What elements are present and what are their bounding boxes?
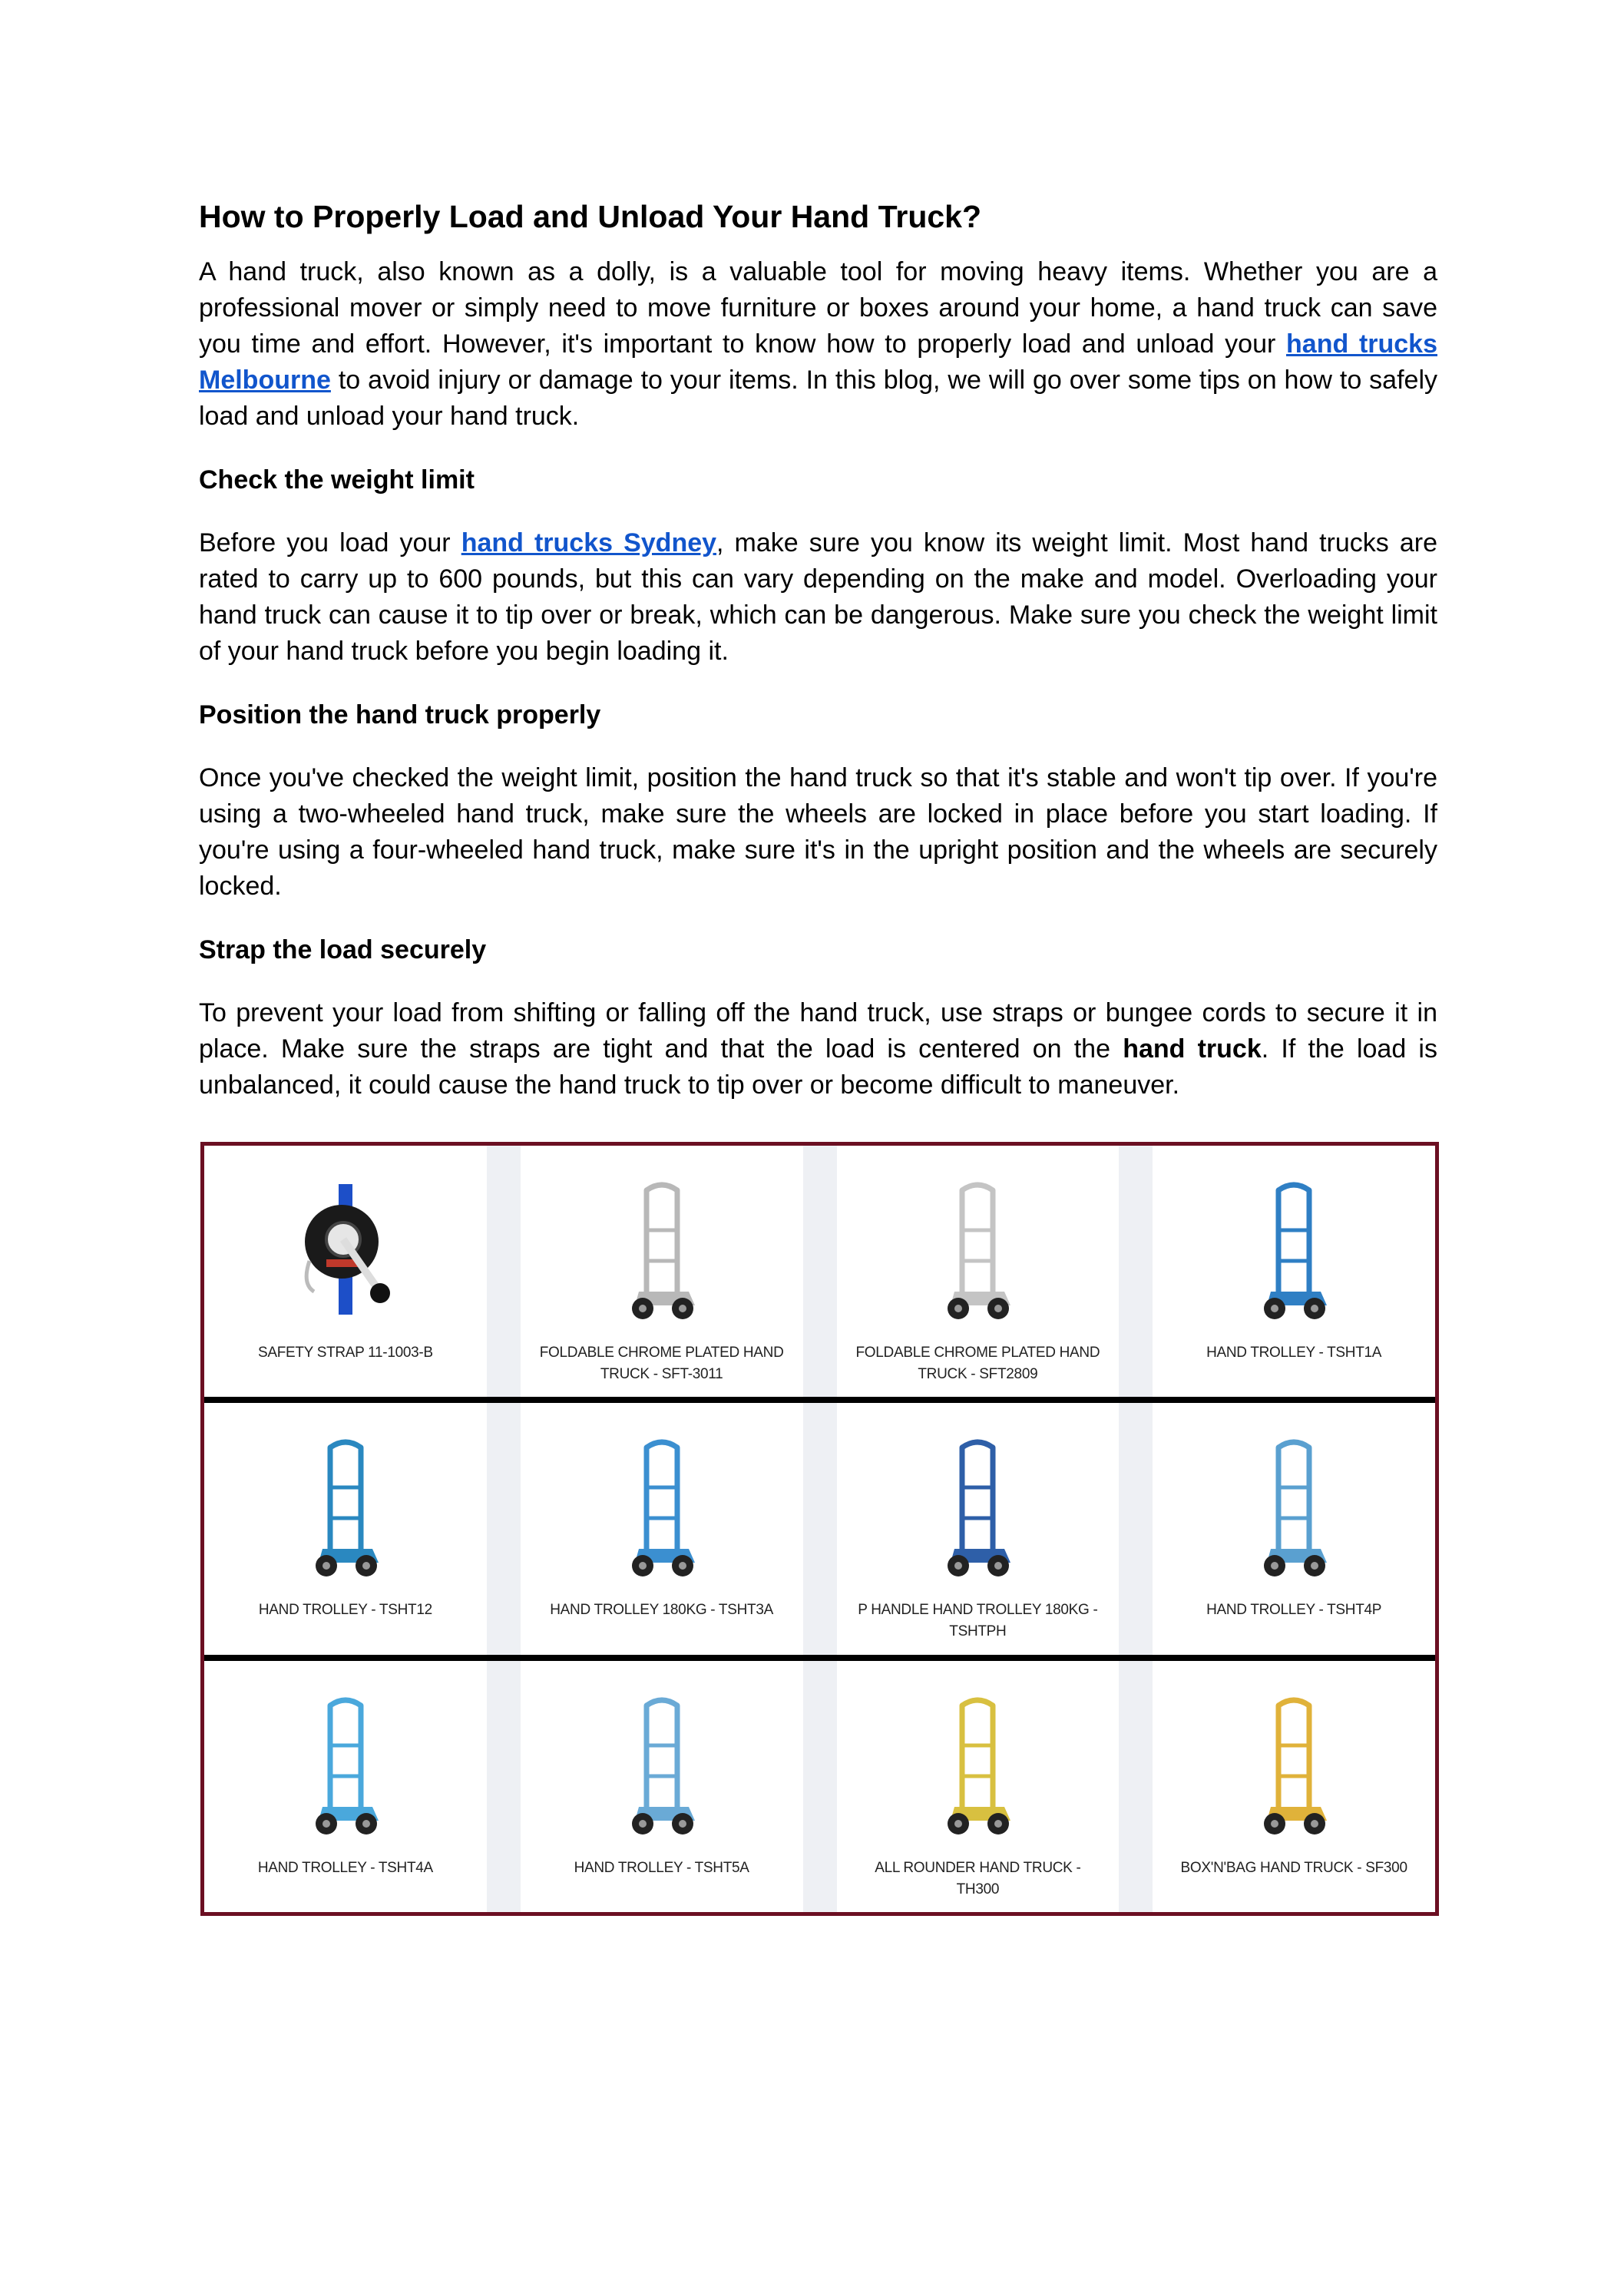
hand-truck-icon bbox=[920, 1434, 1035, 1587]
hand-truck-icon bbox=[1236, 1434, 1351, 1587]
product-caption: HAND TROLLEY - TSHT12 bbox=[258, 1602, 432, 1619]
strap-winch-icon bbox=[288, 1176, 403, 1330]
intro-paragraph: A hand truck, also known as a dolly, is a valuable tool for moving heavy items. Whether you are a professional mover or simply need to move furniture or boxes around your home, a hand truck can save you time and effort. However, it's important to know how to properly load and unload your hand trucks Melbourne to avoid injury or damage to your items. In this blog, we will go over some tips on how to safely load and unload your hand truck. bbox=[199, 257, 1437, 431]
hand-truck-icon bbox=[604, 1692, 719, 1845]
product-card[interactable] bbox=[204, 1403, 487, 1654]
product-grid bbox=[200, 1142, 1439, 1916]
hand-truck-bold: hand truck bbox=[1123, 1034, 1262, 1064]
hand-truck-icon bbox=[920, 1692, 1035, 1845]
product-row bbox=[204, 1655, 1435, 1912]
position-paragraph: Once you've checked the weight limit, position the hand truck so that it's stable and won't tip over. If you're using a two-wheeled hand truck, make sure the wheels are locked in place before you start loading. If you're using a four-wheeled hand truck, make sure it's in the upright position and the wheels are securely locked. bbox=[199, 763, 1437, 901]
product-caption: ALL ROUNDER HAND TRUCK - TH300 bbox=[875, 1859, 1081, 1897]
hand-truck-icon bbox=[604, 1176, 719, 1330]
product-card[interactable] bbox=[487, 1661, 803, 1912]
product-caption: BOX'N'BAG HAND TRUCK - SF300 bbox=[1180, 1859, 1407, 1876]
product-caption: HAND TROLLEY - TSHT1A bbox=[1206, 1345, 1382, 1361]
product-caption: HAND TROLLEY - TSHT4A bbox=[257, 1859, 433, 1876]
product-caption: FOLDABLE CHROME PLATED HAND TRUCK - SFT-3011 bbox=[539, 1345, 784, 1382]
hand-truck-icon bbox=[1236, 1692, 1351, 1845]
product-card[interactable] bbox=[204, 1661, 487, 1912]
product-card[interactable] bbox=[487, 1403, 803, 1654]
weight-limit-paragraph: Before you load your hand trucks Sydney, make sure you know its weight limit. Most hand trucks are rated to carry up to 600 pounds, but this can vary depending on the make and model. Overloading your hand truck can cause it to tip over or break, which can be dangerous. Make sure you check the weight limit of your hand truck before you begin loading it. bbox=[199, 528, 1437, 666]
article-title: How to Properly Load and Unload Your Hand Truck? bbox=[199, 199, 982, 234]
hand-truck-icon bbox=[1236, 1176, 1351, 1330]
article-body bbox=[199, 196, 1437, 1131]
product-caption: P HANDLE HAND TROLLEY 180KG - TSHTPH bbox=[858, 1602, 1098, 1640]
product-card[interactable] bbox=[803, 1403, 1120, 1654]
product-card[interactable] bbox=[1119, 1146, 1435, 1397]
product-card[interactable] bbox=[803, 1661, 1120, 1912]
product-caption: HAND TROLLEY - TSHT5A bbox=[574, 1859, 749, 1876]
product-card[interactable] bbox=[1119, 1403, 1435, 1654]
product-card[interactable] bbox=[204, 1146, 487, 1397]
product-card[interactable] bbox=[803, 1146, 1120, 1397]
hand-trucks-melbourne-link[interactable]: hand trucks Melbourne bbox=[199, 329, 1437, 395]
product-caption: HAND TROLLEY 180KG - TSHT3A bbox=[550, 1602, 773, 1619]
product-caption: SAFETY STRAP 11-1003-B bbox=[257, 1345, 433, 1361]
product-caption: FOLDABLE CHROME PLATED HAND TRUCK - SFT2809 bbox=[855, 1345, 1100, 1382]
product-caption: HAND TROLLEY - TSHT4P bbox=[1206, 1602, 1382, 1619]
strap-paragraph: To prevent your load from shifting or falling off the hand truck, use straps or bungee cords to secure it in place. Make sure the straps are tight and that the load is centered on the hand truck. If the load is unbalanced, it could cause the hand truck to tip over or become difficult to maneuver. bbox=[199, 998, 1437, 1100]
hand-truck-icon bbox=[920, 1176, 1035, 1330]
section-heading-weight-limit: Check the weight limit bbox=[199, 465, 475, 495]
hand-truck-icon bbox=[288, 1434, 403, 1587]
product-row bbox=[204, 1397, 1435, 1654]
hand-truck-icon bbox=[288, 1692, 403, 1845]
section-heading-strap: Strap the load securely bbox=[199, 935, 487, 964]
product-card[interactable] bbox=[1119, 1661, 1435, 1912]
section-heading-position: Position the hand truck properly bbox=[199, 700, 601, 729]
product-card[interactable] bbox=[487, 1146, 803, 1397]
hand-trucks-sydney-link[interactable]: hand trucks Sydney bbox=[461, 528, 717, 557]
hand-truck-icon bbox=[604, 1434, 719, 1587]
product-row bbox=[204, 1146, 1435, 1397]
